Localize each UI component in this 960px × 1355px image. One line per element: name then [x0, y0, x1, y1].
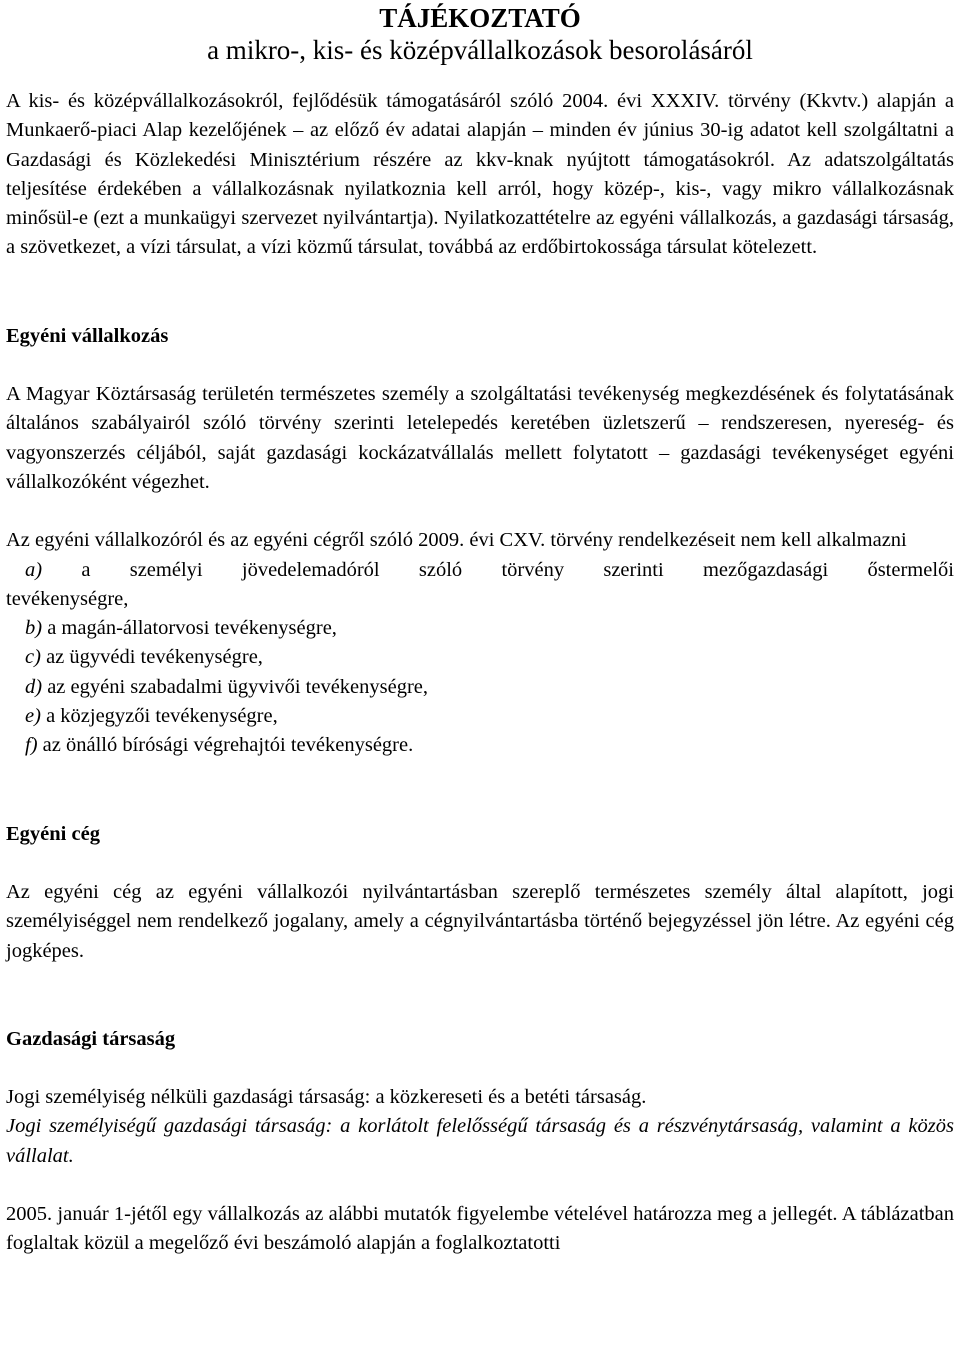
list-marker: b) — [25, 617, 43, 640]
list-item-text: tevékenységre, — [6, 587, 129, 610]
list-item-continuation — [6, 585, 954, 614]
list-item — [6, 731, 954, 760]
list-item-text: az önálló bírósági végrehajtói tevékenységre. — [42, 734, 414, 757]
list-marker: c) — [25, 646, 41, 669]
document-title: TÁJÉKOZTATÓ — [379, 3, 581, 33]
list-item — [6, 556, 954, 585]
heading-gazdasagi-tarsasag: Gazdasági társaság — [6, 1027, 176, 1050]
document-subtitle: a mikro-, kis- és középvállalkozások besorolásáról — [207, 35, 753, 65]
list-item — [6, 673, 954, 702]
list-marker: a) — [25, 558, 43, 581]
heading-egyeni-ceg: Egyéni cég — [6, 822, 100, 845]
list-item — [6, 702, 954, 731]
list-item-text: a magán-állatorvosi tevékenységre, — [47, 617, 337, 640]
paragraph-jogi-szemelyiseg-nelkuli: Jogi személyiség nélküli gazdasági társaság: a közkereseti és a betéti társaság. — [6, 1086, 647, 1109]
list-item — [6, 614, 954, 643]
document-page — [6, 0, 954, 1259]
paragraph-egyeni-ceg: Az egyéni cég az egyéni vállalkozói nyilvántartásban szereplő természetes személy által alapított, jogi személyiséggel nem rendelkező jogalany, amely a cégnyilvántartásba történő bejegyzéssel jön létre. Az egyéni cég jogképes. — [6, 880, 954, 962]
paragraph-2005: 2005. január 1-jétől egy vállalkozás az alábbi mutatók figyelembe vételével határozza meg a jellegét. A táblázatban foglaltak közül a megelőző évi beszámoló alapján a foglalkoztatotti — [6, 1203, 954, 1255]
exemption-list — [6, 556, 954, 761]
list-item-text: a közjegyzői tevékenységre, — [46, 705, 278, 728]
list-item-text: a személyi jövedelemadóról szóló törvény szerinti mezőgazdasági őstermelői — [81, 558, 954, 581]
paragraph-egyeni-vallalkozas: A Magyar Köztársaság területén természetes személy a szolgáltatási tevékenység megkezdésének és folytatásának általános szabályairól szóló törvény szerinti letelepedés keretében üzletszerű – rendszeresen, nyereség- és vagyonszerzés céljából, saját gazdasági kockázatvállalás mellett folytatott – gazdasági tevékenységet egyéni vállalkozóként végezhet. — [6, 383, 954, 493]
intro-paragraph: A kis- és középvállalkozásokról, fejlődésük támogatásáról szóló 2004. évi XXXIV. törvény (Kkvtv.) alapján a Munkaerő-piaci Alap kezelőjének – az előző év adatai alapján – minden év június 30-ig adatot kell szolgáltatni a Gazdasági és Közlekedési Minisztérium részére az kkv-knak nyújtott támogatásokról. Az adatszolgáltatás teljesítése érdekében a vállalkozásnak nyilatkoznia kell arról, hogy közép-, kis-, vagy mikro vállalkozásnak minősül-e (ezt a munkaügyi szervezet nyilvántartja). Nyilatkozattételre az egyéni vállalkozás, a gazdasági társaság, a szövetkezet, a vízi társulat, a vízi közmű társulat, továbbá az erdőbirtokossága társulat kötelezett. — [6, 90, 954, 259]
list-item-text: az ügyvédi tevékenységre, — [46, 646, 263, 669]
heading-egyeni-vallalkozas: Egyéni vállalkozás — [6, 324, 169, 347]
list-marker: d) — [25, 675, 43, 698]
list-item — [6, 643, 954, 672]
list-item-text: az egyéni szabadalmi ügyvivői tevékenységre, — [47, 675, 429, 698]
paragraph-law-intro: Az egyéni vállalkozóról és az egyéni cégről szóló 2009. évi CXV. törvény rendelkezéseit nem kell alkalmazni — [6, 529, 907, 552]
list-marker: e) — [25, 705, 41, 728]
title-block — [6, 3, 954, 67]
list-marker: f) — [25, 734, 38, 757]
paragraph-jogi-szemelyisegu: Jogi személyiségű gazdasági társaság: a korlátolt felelősségű társaság és a részvénytársaság, valamint a közös vállalat. — [6, 1115, 954, 1167]
